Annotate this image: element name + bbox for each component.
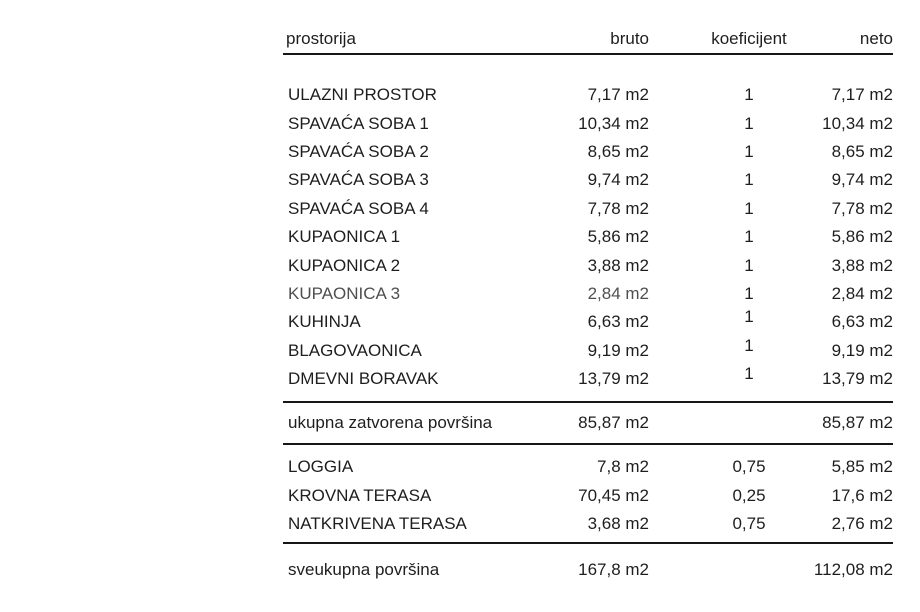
bruto-cell: 3,88 m2 <box>587 255 649 275</box>
koeficijent-cell: 1 <box>744 170 754 190</box>
table-row <box>283 308 893 336</box>
neto-cell: 13,79 m2 <box>822 369 893 389</box>
table-row <box>283 223 893 251</box>
bruto-cell: 9,19 m2 <box>587 340 649 360</box>
bruto-cell: 10,34 m2 <box>578 113 649 133</box>
bruto-cell: 7,78 m2 <box>587 198 649 218</box>
bruto-cell: 2,84 m2 <box>587 283 649 303</box>
bruto-cell: 8,65 m2 <box>587 141 649 161</box>
neto-cell: 3,88 m2 <box>831 255 893 275</box>
neto-cell: 5,85 m2 <box>831 457 893 477</box>
total-bruto-cell: 167,8 m2 <box>578 559 649 579</box>
koeficijent-cell: 1 <box>744 227 754 247</box>
bruto-cell: 3,68 m2 <box>587 514 649 534</box>
neto-cell: 7,78 m2 <box>831 198 893 218</box>
subtotal-neto-cell: 85,87 m2 <box>822 413 893 433</box>
bruto-cell: 5,86 m2 <box>587 227 649 247</box>
neto-cell: 8,65 m2 <box>831 141 893 161</box>
koeficijent-cell: 0,25 <box>732 485 766 505</box>
koeficijent-cell: 1 <box>744 364 754 384</box>
total-row <box>283 555 893 583</box>
bruto-cell: 6,63 m2 <box>587 312 649 332</box>
bruto-cell: 7,8 m2 <box>597 457 649 477</box>
room-name-cell: ULAZNI PROSTOR <box>288 85 437 105</box>
room-name-cell: KUPAONICA 3 <box>288 283 401 303</box>
bruto-cell: 13,79 m2 <box>578 369 649 389</box>
koeficijent-cell: 0,75 <box>732 514 766 534</box>
room-name-cell: LOGGIA <box>288 457 354 477</box>
neto-cell: 2,84 m2 <box>831 283 893 303</box>
grand-total <box>283 542 893 583</box>
room-name-cell: KUPAONICA 1 <box>288 227 401 247</box>
room-name-cell: SPAVAĆA SOBA 3 <box>288 170 429 190</box>
table-row <box>283 109 893 137</box>
bruto-cell: 70,45 m2 <box>578 485 649 505</box>
subtotal-label: ukupna zatvorena površina <box>288 413 493 433</box>
koeficijent-cell: 1 <box>744 283 754 303</box>
koeficijent-cell: 0,75 <box>732 457 766 477</box>
table-row <box>283 482 893 510</box>
column-header-bruto: bruto <box>610 29 649 48</box>
open-area-rows <box>283 445 893 538</box>
koeficijent-cell: 1 <box>744 335 754 355</box>
table-row <box>283 453 893 481</box>
room-name-cell: SPAVAĆA SOBA 1 <box>288 113 429 133</box>
room-name-cell: KUHINJA <box>288 312 361 332</box>
neto-cell: 17,6 m2 <box>831 485 893 505</box>
neto-cell: 10,34 m2 <box>822 113 893 133</box>
closed-area-rows <box>283 81 893 393</box>
room-name-cell: SPAVAĆA SOBA 2 <box>288 141 429 161</box>
total-neto-cell: 112,08 m2 <box>813 559 893 579</box>
room-name-cell: KUPAONICA 2 <box>288 255 401 275</box>
koeficijent-cell: 1 <box>744 85 754 105</box>
table-row <box>283 81 893 109</box>
table-row <box>283 251 893 279</box>
table-row <box>283 195 893 223</box>
column-header-neto: neto <box>859 29 893 48</box>
table-header <box>283 25 893 55</box>
room-name-cell: BLAGOVAONICA <box>288 340 422 360</box>
table-row <box>283 337 893 365</box>
koeficijent-cell: 1 <box>744 255 754 275</box>
bruto-cell: 9,74 m2 <box>587 170 649 190</box>
neto-cell: 9,19 m2 <box>831 340 893 360</box>
area-table <box>283 25 893 584</box>
subtotal-row <box>283 403 893 443</box>
table-row <box>283 280 893 308</box>
neto-cell: 9,74 m2 <box>831 170 893 190</box>
column-header-prostorija: prostorija <box>286 29 356 48</box>
neto-cell: 2,76 m2 <box>831 514 893 534</box>
koeficijent-cell: 1 <box>744 198 754 218</box>
room-name-cell: NATKRIVENA TERASA <box>288 514 467 534</box>
koeficijent-cell: 1 <box>744 307 754 327</box>
bruto-cell: 7,17 m2 <box>587 85 649 105</box>
closed-area-subtotal <box>283 401 893 445</box>
table-row <box>283 166 893 194</box>
table-row <box>283 138 893 166</box>
total-label: sveukupna površina <box>288 559 440 579</box>
table-row <box>283 510 893 538</box>
subtotal-bruto-cell: 85,87 m2 <box>578 413 649 433</box>
koeficijent-cell: 1 <box>744 113 754 133</box>
koeficijent-cell: 1 <box>744 141 754 161</box>
column-header-koeficijent: koeficijent <box>711 29 787 48</box>
room-name-cell: DMEVNI BORAVAK <box>288 369 439 389</box>
table-row <box>283 365 893 393</box>
neto-cell: 7,17 m2 <box>831 85 893 105</box>
room-name-cell: SPAVAĆA SOBA 4 <box>288 198 429 218</box>
neto-cell: 5,86 m2 <box>831 227 893 247</box>
neto-cell: 6,63 m2 <box>831 312 893 332</box>
room-name-cell: KROVNA TERASA <box>288 485 432 505</box>
